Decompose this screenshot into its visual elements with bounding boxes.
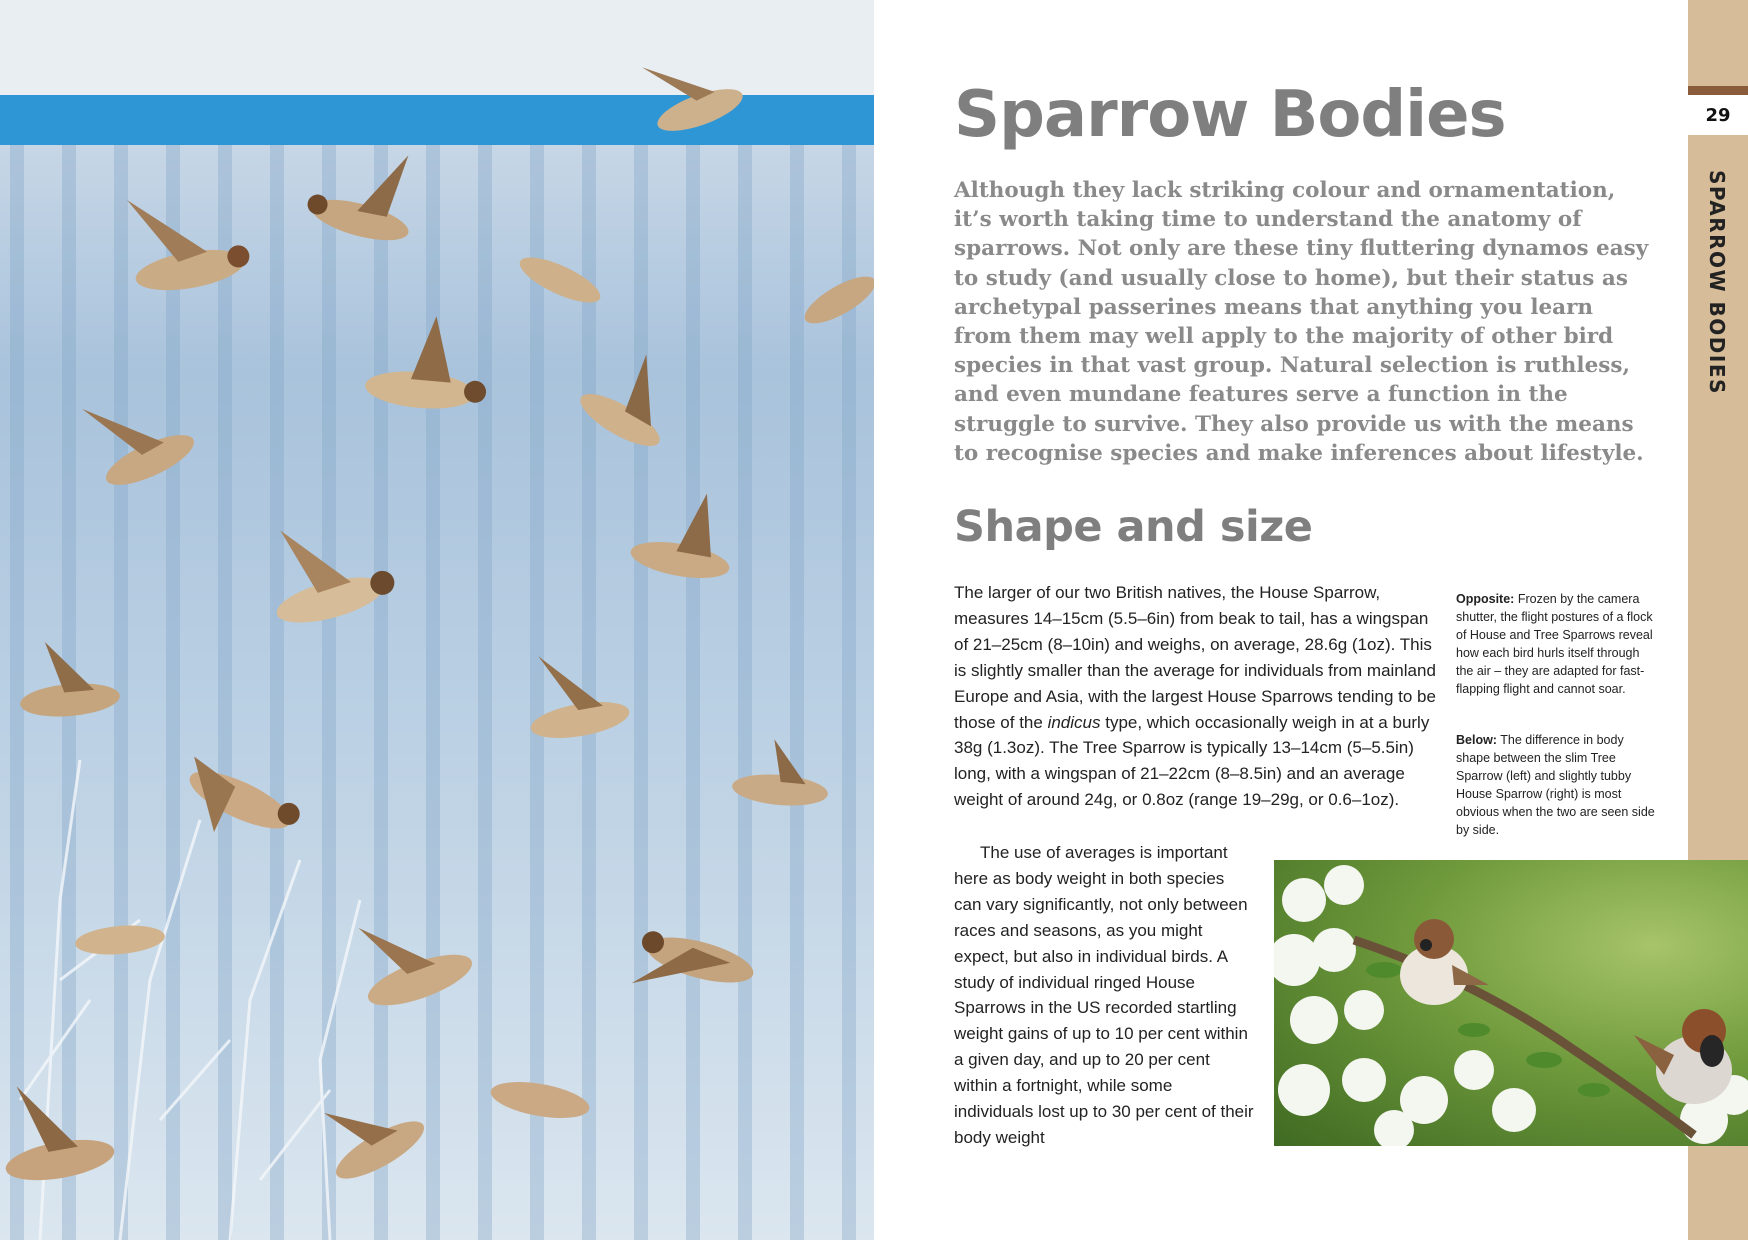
body-paragraph-2: The use of averages is important here as body weight in both species can vary significantly, not only between races and seasons, as you might expect, but also in individual birds. A study of individual ringed House Sparrows in the US recorded startling weight gains of up to 10 per cent within a given day, and up to 20 per cent within a fortnight, while some individuals lost up to 30 per cent of their body weight (954, 843, 1254, 1147)
sparrows-on-branch-art (1274, 860, 1748, 1146)
italic-term: indicus (1047, 712, 1101, 732)
caption-opposite: Opposite: Frozen by the camera shutter, the flight postures of a flock of House and Tree Sparrows reveal how each bird hurls itself through the air – they are adapted for fast-flapping flight and cannot soar. (1456, 592, 1653, 696)
intro-paragraph: Although they lack striking colour and ornamentation, it’s worth taking time to understand the anatomy of sparrows. Not only are these tiny fluttering dynamos easy to study (and usually close to home), but their status as archetypal passerines means that anything you learn from them may well apply to the majority of other bird species in that vast group. Natural selection is ruthless, and even mundane features serve a function in the struggle to survive. They also provide us with the means to recognise species and make inferences about lifestyle. (954, 178, 1649, 466)
page-number: 29 (1705, 104, 1731, 126)
body-paragraph-1: The larger of our two British natives, the House Sparrow, measures 14–15cm (5.5–6in) from beak to tail, has a wingspan of 21–25cm (8–10in) and weighs, on average, 28.6g (1oz). This is slightly smaller than the average for individuals from mainland Europe and Asia, with the largest House Sparrows tending to be those of the indicus type, which occasionally weigh in at a burly 38g (1.3oz). The Tree Sparrow is typically 13–14cm (5–5.5in) long, with a wingspan of 21–22cm (8–8.5in) and an average weight of around 24g, or 0.8oz (range 19–29g, or 0.6–1oz). (954, 583, 1436, 810)
caption-opposite-label: Opposite: (1456, 592, 1515, 606)
tab-accent-bar (1688, 86, 1748, 95)
page-number-box (1688, 95, 1748, 135)
page-title: Sparrow Bodies (954, 78, 1506, 152)
sparrows-on-branch-photo (1274, 860, 1748, 1146)
section-heading: Shape and size (954, 502, 1313, 552)
caption-below-label: Below: (1456, 733, 1497, 747)
caption-below: Below: The difference in body shape between the slim Tree Sparrow (left) and slightly tubby House Sparrow (right) is most obvious when the two are seen side by side. (1456, 733, 1655, 837)
section-tab-label: SPARROW BODIES (1705, 170, 1729, 395)
